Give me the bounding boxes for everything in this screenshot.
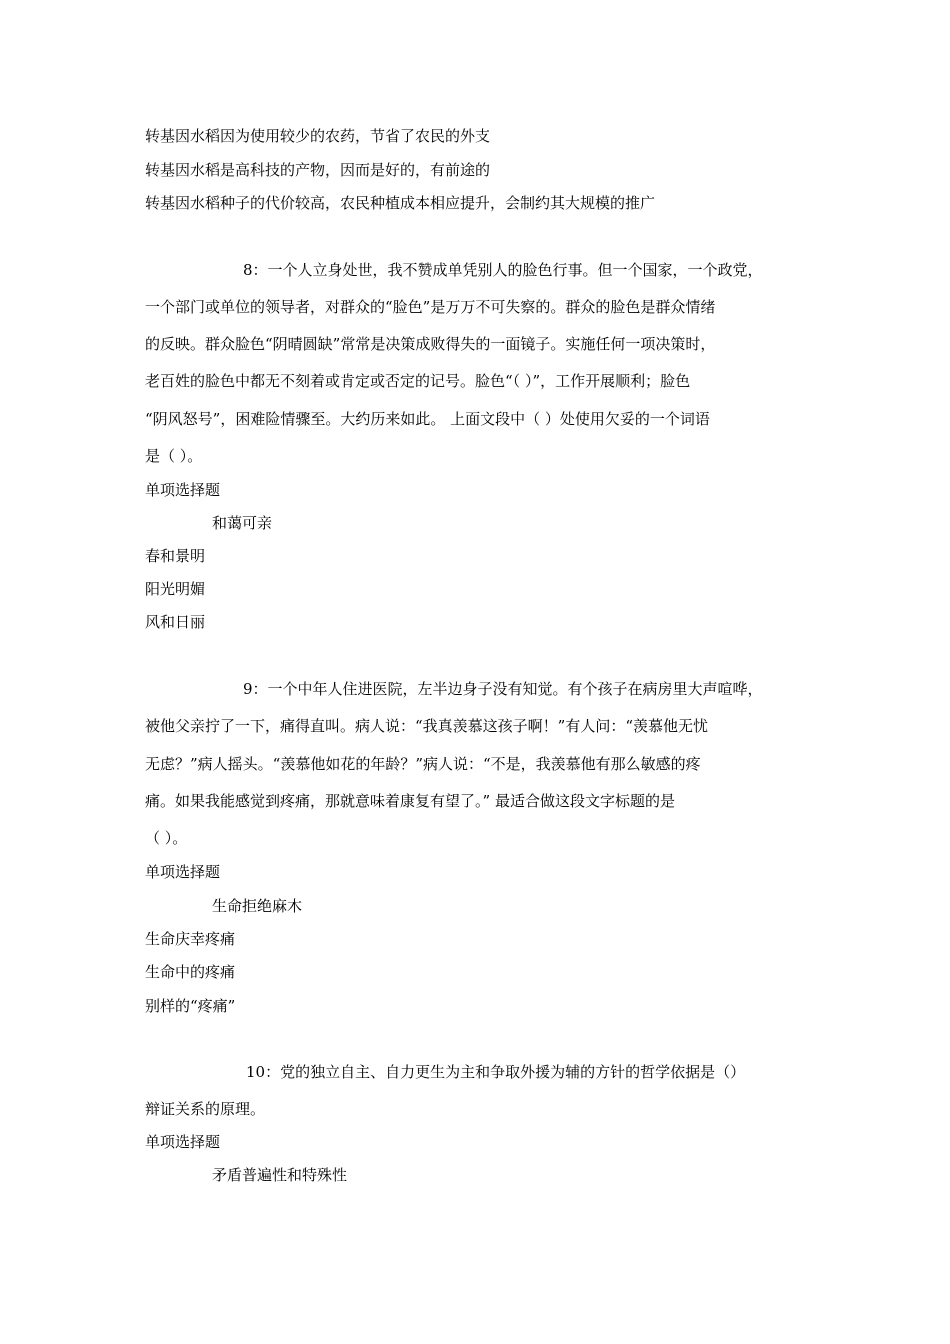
question-type-label: 单项选择题 <box>145 863 221 881</box>
option-text: 春和景明 <box>145 547 206 565</box>
question-8-text: 是（ ）。 <box>145 447 203 465</box>
option-text: 阳光明媚 <box>145 580 206 598</box>
question-9-text: 被他父亲拧了一下，痛得直叫。病人说：“我真羡慕这孩子啊！”有人问：“羡慕他无忧 <box>145 717 709 735</box>
question-10-text: 10：党的独立自主、自力更生为主和争取外援为辅的方针的哲学依据是（） <box>246 1063 746 1081</box>
option-text: 和蔼可亲 <box>212 514 273 532</box>
question-9-text: 痛。如果我能感觉到疼痛，那就意味着康复有望了。” 最适合做这段文字标题的是 <box>145 792 675 810</box>
option-text: 风和日丽 <box>145 613 206 631</box>
option-text: 生命拒绝麻木 <box>212 897 303 915</box>
question-8-text: 老百姓的脸色中都无不刻着或肯定或否定的记号。脸色“（ ）”，工作开展顺利；脸色 <box>145 372 691 390</box>
question-type-label: 单项选择题 <box>145 481 221 499</box>
question-8-text: 8：一个人立身处世，我不赞成单凭别人的脸色行事。但一个国家，一个政党， <box>243 261 763 279</box>
question-9-text: 9：一个中年人住进医院，左半边身子没有知觉。有个孩子在病房里大声喧哗， <box>243 680 763 698</box>
question-8-text: 的反映。群众脸色“阴晴圆缺”常常是决策成败得失的一面镜子。实施任何一项决策时， <box>145 335 716 353</box>
option-text: 转基因水稻种子的代价较高，农民种植成本相应提升，会制约其大规模的推广 <box>145 194 656 212</box>
question-10-text: 辩证关系的原理。 <box>145 1100 266 1118</box>
option-text: 转基因水稻因为使用较少的农药，节省了农民的外支 <box>145 127 491 145</box>
option-text: 别样的“疼痛” <box>145 997 236 1015</box>
option-text: 转基因水稻是高科技的产物，因而是好的，有前途的 <box>145 161 491 179</box>
option-text: 矛盾普遍性和特殊性 <box>212 1166 348 1184</box>
question-8-text: “阴风怒号”，困难险情骤至。大约历来如此。 上面文段中（ ）处使用欠妥的一个词语 <box>145 410 710 428</box>
question-type-label: 单项选择题 <box>145 1133 221 1151</box>
question-8-text: 一个部门或单位的领导者，对群众的“脸色”是万万不可失察的。群众的脸色是群众情绪 <box>145 298 716 316</box>
question-9-text: 无虑？”病人摇头。“羡慕他如花的年龄？”病人说：“不是，我羡慕他有那么敏感的疼 <box>145 755 701 773</box>
option-text: 生命中的疼痛 <box>145 963 236 981</box>
option-text: 生命庆幸疼痛 <box>145 930 236 948</box>
question-9-text: （ ）。 <box>145 829 188 847</box>
